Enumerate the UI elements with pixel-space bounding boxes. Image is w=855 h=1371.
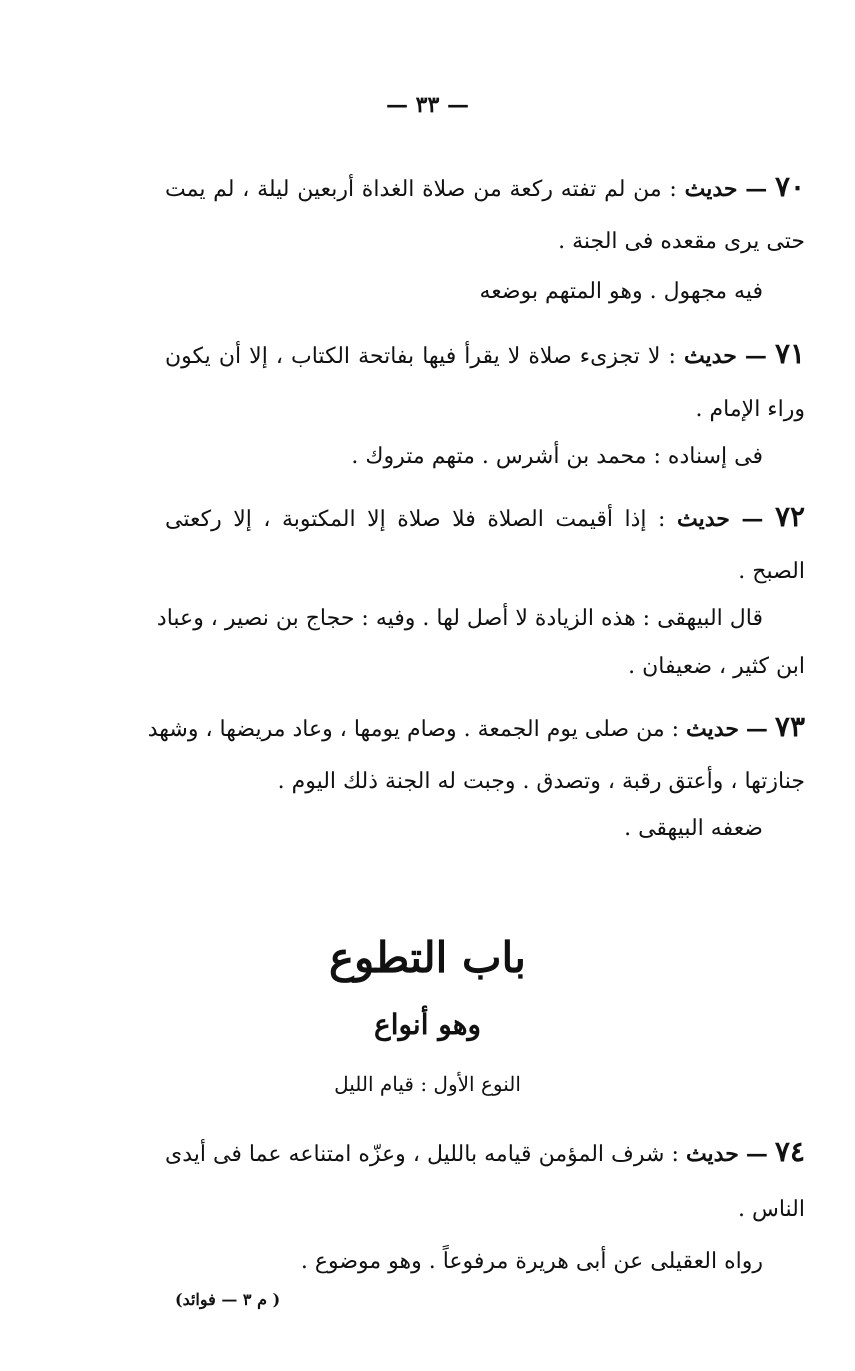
footer-signature: ( م ٣ — فوائد): [175, 1290, 281, 1309]
hadith-74-note: رواه العقيلى عن أبى هريرة مرفوعاً . وهو موضوع .: [300, 1249, 763, 1274]
hadith-70-note: فيه مجهول . وهو المتهم بوضعه: [479, 279, 763, 304]
hadith-70-tag: حديث: [684, 176, 738, 202]
hadith-70-dash: —: [745, 176, 768, 202]
hadith-71-note: فى إسناده : محمد بن أشرس . متهم متروك .: [351, 444, 763, 469]
chapter-title: باب التطوع: [329, 933, 526, 982]
hadith-71-tag: حديث: [683, 343, 737, 369]
hadith-74-tag: حديث: [685, 1141, 739, 1167]
hadith-72-note-1: قال البيهقى : هذه الزيادة لا أصل لها . وفيه : حجاج بن نصير ، وعباد: [156, 606, 763, 631]
hadith-71-line-1: [165, 337, 805, 374]
hadith-74-text: : شرف المؤمن قيامه بالليل ، وعزّه امتناعه عما فى أيدى: [165, 1142, 679, 1167]
hadith-74-line-1: [165, 1135, 805, 1172]
hadith-70-number: ٧٠: [774, 170, 806, 203]
hadith-73-line-2: جنازتها ، وأعتق رقبة ، وتصدق . وجبت له الجنة ذلك اليوم .: [277, 769, 805, 794]
hadith-72-tag: حديث: [677, 506, 730, 532]
chapter-subtitle: وهو أنواع: [373, 1008, 482, 1041]
hadith-71-line-2: وراء الإمام .: [695, 397, 805, 422]
hadith-72-note-2: ابن كثير ، ضعيفان .: [628, 654, 805, 679]
hadith-70-line-2: حتى يرى مقعده فى الجنة .: [558, 229, 805, 254]
hadith-73-dash: —: [745, 716, 768, 742]
hadith-73-tag: حديث: [686, 716, 739, 742]
hadith-73-number: ٧٣: [774, 710, 805, 743]
hadith-72-number: ٧٢: [774, 500, 806, 533]
hadith-73-text: : من صلى يوم الجمعة . وصام يومها ، وعاد مريضها ، وشهد: [147, 717, 680, 742]
hadith-72-dash: —: [741, 506, 764, 532]
hadith-70-line-1: [165, 170, 805, 207]
hadith-72-line-2: الصبح .: [738, 559, 805, 584]
hadith-71-number: ٧١: [774, 337, 806, 370]
hadith-72-line-1: [165, 500, 805, 537]
hadith-71-dash: —: [744, 343, 767, 369]
page-number: — ٣٣ —: [386, 92, 469, 118]
hadith-71-text: : لا تجزىء صلاة لا يقرأ فيها بفاتحة الكتاب ، إلا أن يكون: [165, 344, 676, 369]
hadith-74-dash: —: [745, 1141, 768, 1167]
hadith-72-text: : إذا أقيمت الصلاة فلا صلاة إلا المكتوبة ، إلا ركعتى: [165, 507, 666, 532]
hadith-73-note: ضعفه البيهقى .: [624, 816, 763, 841]
hadith-74-line-2: الناس .: [738, 1197, 805, 1222]
hadith-73-line-1: [147, 710, 805, 747]
hadith-70-text: : من لم تفته ركعة من صلاة الغداة أربعين ليلة ، لم يمت: [165, 177, 677, 202]
section-type-heading: النوع الأول : قيام الليل: [334, 1072, 521, 1096]
hadith-74-number: ٧٤: [774, 1135, 805, 1168]
